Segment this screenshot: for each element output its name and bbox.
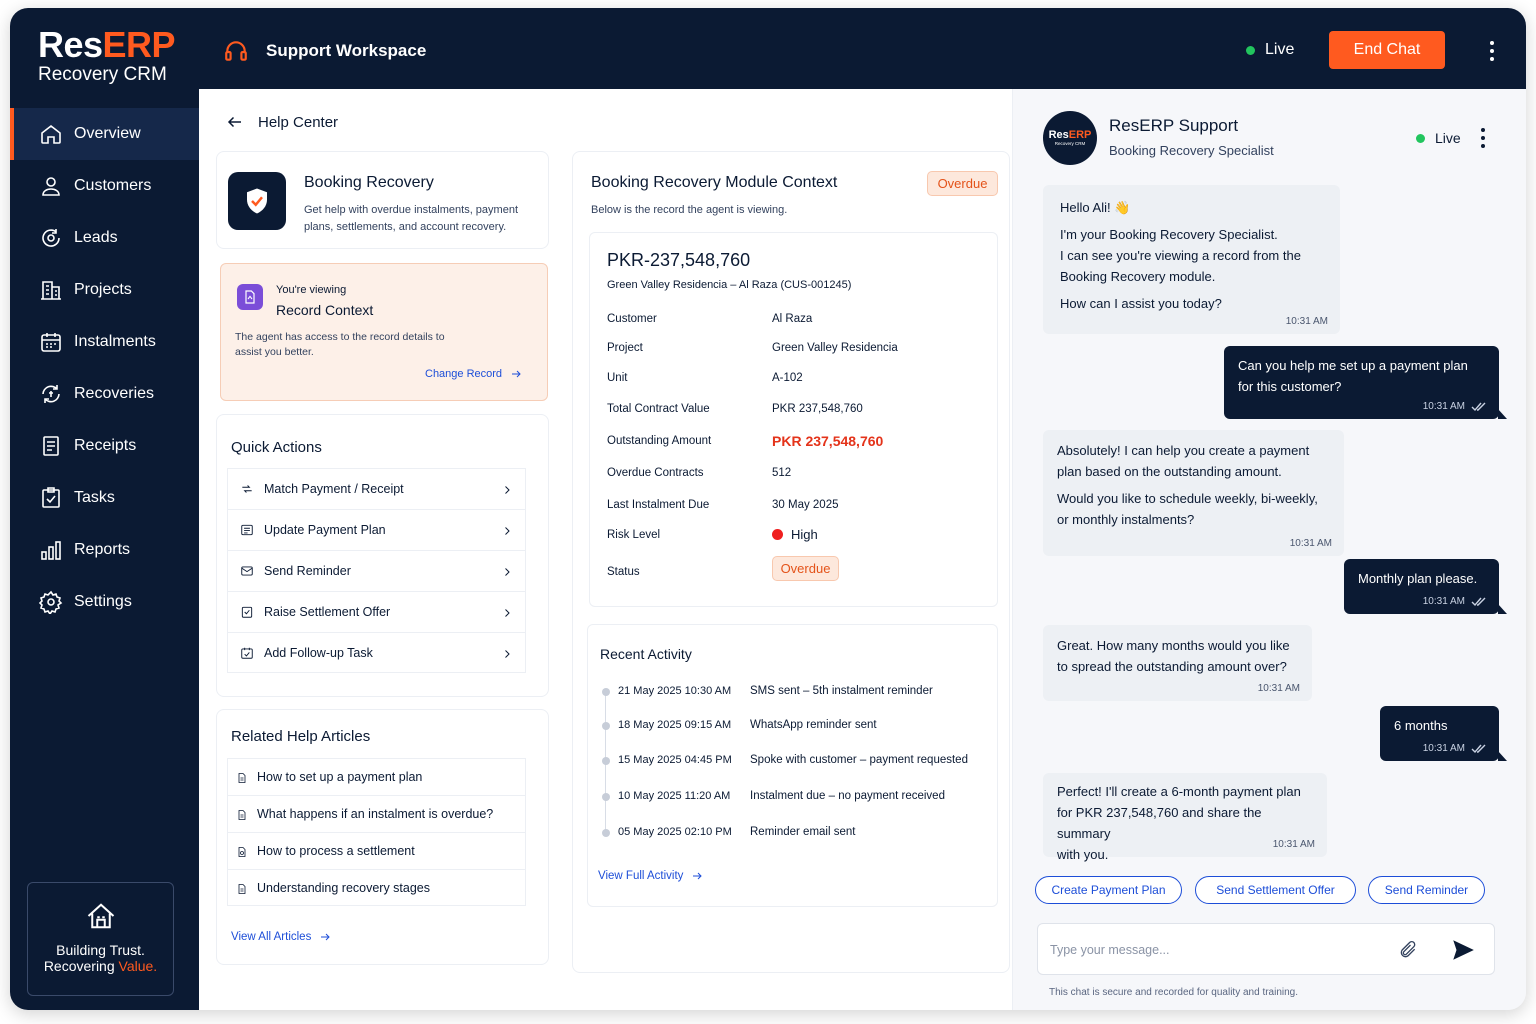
message-line: or monthly instalments? bbox=[1057, 512, 1195, 527]
bubble-tail bbox=[1498, 751, 1507, 761]
message-time: 10:31 AM bbox=[1422, 401, 1465, 412]
tagline-box bbox=[27, 882, 174, 996]
quick-action-match-payment[interactable] bbox=[227, 468, 526, 509]
field-label: Status bbox=[607, 566, 640, 578]
live-label: Live bbox=[1265, 41, 1295, 58]
view-all-articles-link[interactable] bbox=[231, 931, 331, 943]
brand-logo bbox=[38, 26, 175, 86]
sidebar bbox=[10, 8, 199, 1010]
checklist-icon bbox=[38, 485, 64, 511]
house-icon bbox=[86, 901, 116, 931]
back-link[interactable] bbox=[226, 113, 338, 131]
plan-icon bbox=[240, 523, 254, 537]
view-full-activity-label: View Full Activity bbox=[598, 870, 684, 882]
record-context-subtitle: You're viewing bbox=[276, 284, 347, 296]
sidebar-item-tasks[interactable] bbox=[10, 472, 199, 524]
quick-action-label: Match Payment / Receipt bbox=[264, 482, 404, 496]
message-time-row bbox=[1423, 401, 1487, 413]
sidebar-item-reports[interactable] bbox=[10, 524, 199, 576]
message-line: for PKR 237,548,760 and share the summary bbox=[1057, 805, 1262, 841]
bubble-tail bbox=[1498, 409, 1507, 419]
chat-message-agent bbox=[1043, 625, 1312, 701]
sidebar-item-label: Customers bbox=[74, 177, 152, 194]
help-article-link[interactable] bbox=[227, 795, 526, 832]
brand-name-part2: ERP bbox=[102, 24, 176, 65]
message-line: Perfect! I'll create a 6-month payment plan bbox=[1057, 784, 1301, 799]
timeline-dot bbox=[602, 829, 610, 837]
quick-action-follow-up-task[interactable] bbox=[227, 632, 526, 673]
message-line: Great. How many months would you like bbox=[1057, 638, 1290, 653]
sidebar-nav bbox=[10, 108, 199, 628]
sidebar-item-label: Tasks bbox=[74, 489, 115, 506]
tagline-line1: Building Trust. bbox=[56, 942, 145, 958]
chevron-right-icon bbox=[501, 524, 513, 536]
message-line: Would you like to schedule weekly, bi-weekly, bbox=[1057, 491, 1318, 506]
record-context-title: Record Context bbox=[276, 302, 374, 318]
chat-live-status bbox=[1416, 130, 1461, 146]
gear-icon bbox=[38, 589, 64, 615]
sidebar-item-label: Recoveries bbox=[74, 385, 155, 402]
context-title: Booking Recovery Module Context bbox=[591, 174, 838, 191]
activity-date: 21 May 2025 10:30 AM bbox=[618, 685, 732, 697]
status-badge: Overdue bbox=[772, 556, 839, 581]
timeline-dot bbox=[602, 688, 610, 696]
field-value: High bbox=[791, 527, 818, 542]
double-check-icon bbox=[1471, 402, 1487, 412]
chevron-right-icon bbox=[501, 565, 513, 577]
message-time: 10:31 AM bbox=[1272, 839, 1315, 850]
change-record-label: Change Record bbox=[425, 368, 503, 380]
record-details-card bbox=[589, 232, 998, 607]
chat-agent-name: ResERP Support bbox=[1109, 116, 1239, 135]
help-article-label: Understanding recovery stages bbox=[257, 880, 431, 895]
activity-date: 10 May 2025 11:20 AM bbox=[618, 790, 731, 802]
chat-live-label: Live bbox=[1435, 130, 1461, 146]
field-value: 512 bbox=[772, 467, 792, 479]
field-value: PKR 237,548,760 bbox=[772, 403, 863, 415]
sidebar-item-instalments[interactable] bbox=[10, 316, 199, 368]
message-line: I can see you're viewing a record from the bbox=[1060, 248, 1301, 263]
arrow-right-icon bbox=[510, 368, 522, 380]
message-line: 6 months bbox=[1394, 718, 1448, 733]
activity-event: Instalment due – no payment received bbox=[750, 790, 945, 802]
field-label: Total Contract Value bbox=[607, 403, 710, 415]
quick-actions-card bbox=[216, 414, 549, 697]
message-line: Absolutely! I can help you create a payment bbox=[1057, 443, 1310, 458]
arrow-left-icon bbox=[226, 113, 244, 131]
message-line: for this customer? bbox=[1238, 379, 1342, 394]
refresh-icon bbox=[38, 225, 64, 251]
context-subtitle: Below is the record the agent is viewing. bbox=[591, 204, 788, 216]
activity-event: SMS sent – 5th instalment reminder bbox=[750, 685, 933, 697]
double-check-icon bbox=[1471, 597, 1487, 607]
chat-panel bbox=[1012, 89, 1526, 1010]
calendar-icon bbox=[38, 329, 64, 355]
arrow-right-icon bbox=[319, 931, 331, 943]
message-time-row bbox=[1423, 743, 1487, 755]
article-icon bbox=[236, 882, 248, 894]
double-check-icon bbox=[1471, 744, 1487, 754]
booking-recovery-card bbox=[216, 151, 549, 249]
quick-actions-list bbox=[227, 468, 526, 673]
live-status bbox=[1246, 41, 1294, 59]
avatar: ResERP Recovery CRM bbox=[1043, 111, 1097, 165]
sidebar-item-label: Reports bbox=[74, 541, 131, 558]
help-article-label: How to set up a payment plan bbox=[257, 770, 423, 784]
brand-product: Recovery CRM bbox=[38, 64, 167, 85]
activity-date: 15 May 2025 04:45 PM bbox=[618, 754, 732, 766]
field-value: A-102 bbox=[772, 372, 803, 384]
help-articles-title: Related Help Articles bbox=[231, 728, 371, 745]
quick-action-label: Update Payment Plan bbox=[264, 523, 386, 537]
quick-action-label: Send Reminder bbox=[264, 564, 351, 578]
sidebar-item-customers[interactable] bbox=[10, 160, 199, 212]
building-icon bbox=[38, 277, 64, 303]
user-icon bbox=[38, 173, 64, 199]
message-time: 10:31 AM bbox=[1257, 683, 1300, 694]
home-icon bbox=[38, 121, 64, 147]
quick-action-label: Add Follow-up Task bbox=[264, 645, 373, 660]
live-dot bbox=[1246, 46, 1255, 55]
recent-activity-card bbox=[587, 624, 998, 907]
more-options-icon[interactable] bbox=[1489, 41, 1495, 61]
headset-icon bbox=[223, 38, 249, 64]
help-article-link[interactable] bbox=[227, 832, 526, 869]
message-input[interactable] bbox=[1050, 939, 1380, 961]
chat-message-user bbox=[1344, 559, 1499, 614]
sidebar-item-leads[interactable] bbox=[10, 212, 199, 264]
sidebar-item-label: Settings bbox=[74, 593, 132, 610]
record-amount: PKR-237,548,760 bbox=[607, 250, 751, 270]
chat-footnote: This chat is secure and recorded for quality and training. bbox=[1049, 987, 1299, 998]
shield-check-icon bbox=[228, 172, 286, 230]
quick-action-update-plan[interactable] bbox=[227, 509, 526, 550]
brand-name-part1: Res bbox=[38, 24, 103, 65]
tagline-line2b: Value. bbox=[118, 958, 158, 974]
activity-event: WhatsApp reminder sent bbox=[750, 719, 877, 731]
field-label: Project bbox=[607, 342, 643, 354]
live-dot bbox=[1416, 134, 1425, 143]
change-record-link[interactable] bbox=[425, 368, 522, 380]
chat-message-user bbox=[1224, 346, 1499, 419]
activity-date: 05 May 2025 02:10 PM bbox=[618, 826, 732, 838]
help-article-link[interactable] bbox=[227, 869, 526, 906]
chat-message-agent bbox=[1043, 185, 1340, 334]
message-line: to spread the outstanding amount over? bbox=[1057, 659, 1287, 674]
message-line: I'm your Booking Recovery Specialist. bbox=[1060, 227, 1278, 242]
create-payment-plan-button[interactable]: Create Payment Plan bbox=[1035, 876, 1182, 904]
timeline-dot bbox=[602, 757, 610, 765]
chat-message-agent bbox=[1043, 773, 1327, 862]
record-context-description: The agent has access to the record details to assist you better. bbox=[235, 331, 445, 358]
recovery-icon bbox=[38, 381, 64, 407]
message-time-row bbox=[1423, 596, 1487, 608]
task-icon bbox=[240, 646, 254, 660]
field-value: Green Valley Residencia bbox=[772, 342, 898, 354]
sidebar-item-label: Receipts bbox=[74, 437, 137, 454]
chat-message-user bbox=[1380, 706, 1499, 761]
quick-action-label: Raise Settlement Offer bbox=[264, 605, 391, 619]
field-value: 30 May 2025 bbox=[772, 499, 839, 511]
field-value: Al Raza bbox=[772, 313, 813, 325]
field-value: PKR 237,548,760 bbox=[772, 433, 884, 449]
article-icon bbox=[236, 771, 248, 783]
mail-icon bbox=[240, 564, 254, 578]
send-icon[interactable] bbox=[1450, 937, 1476, 963]
chevron-right-icon bbox=[501, 483, 513, 495]
booking-description: Get help with overdue instalments, payment plans, settlements, and account recovery. bbox=[304, 204, 519, 233]
arrow-right-icon bbox=[691, 870, 703, 882]
workspace-title: Support Workspace bbox=[266, 41, 427, 60]
message-line: How can I assist you today? bbox=[1060, 296, 1222, 311]
message-line: with you. bbox=[1057, 847, 1109, 862]
sidebar-item-label: Projects bbox=[74, 281, 132, 298]
field-label: Unit bbox=[607, 372, 628, 384]
back-label: Help Center bbox=[258, 113, 339, 131]
field-label: Customer bbox=[607, 313, 657, 325]
tagline-line2a: Recovering bbox=[43, 958, 119, 974]
sidebar-item-label: Overview bbox=[74, 125, 141, 142]
document-icon bbox=[237, 284, 263, 310]
message-line: Monthly plan please. bbox=[1358, 571, 1478, 586]
top-bar bbox=[199, 8, 1526, 89]
message-line: Hello Ali! 👋 bbox=[1060, 200, 1131, 215]
main-content bbox=[199, 89, 1012, 1010]
chat-more-options-icon[interactable] bbox=[1480, 128, 1486, 148]
offer-icon bbox=[240, 605, 254, 619]
match-icon bbox=[240, 482, 254, 496]
field-label: Outstanding Amount bbox=[607, 435, 712, 447]
article-icon bbox=[236, 808, 248, 820]
quick-action-settlement-offer[interactable] bbox=[227, 591, 526, 632]
sidebar-item-overview[interactable] bbox=[10, 108, 199, 160]
chat-agent-role: Booking Recovery Specialist bbox=[1109, 143, 1274, 158]
app-window bbox=[10, 8, 1526, 1010]
paperclip-icon[interactable] bbox=[1398, 940, 1418, 960]
risk-dot bbox=[772, 529, 783, 540]
field-label: Risk Level bbox=[607, 529, 661, 541]
receipt-icon bbox=[38, 433, 64, 459]
help-article-label: How to process a settlement bbox=[257, 844, 415, 858]
settlement-icon bbox=[236, 845, 248, 857]
booking-title: Booking Recovery bbox=[304, 174, 434, 191]
field-label: Last Instalment Due bbox=[607, 499, 710, 511]
activity-event: Spoke with customer – payment requested bbox=[750, 754, 968, 766]
message-time: 10:31 AM bbox=[1289, 538, 1332, 549]
message-time: 10:31 AM bbox=[1422, 596, 1465, 607]
sidebar-item-label: Leads bbox=[74, 229, 118, 246]
message-time: 10:31 AM bbox=[1422, 743, 1465, 754]
field-label: Overdue Contracts bbox=[607, 467, 704, 479]
help-article-label: What happens if an instalment is overdue? bbox=[257, 807, 494, 821]
record-subtitle: Green Valley Residencia – Al Raza (CUS-001245) bbox=[607, 279, 852, 291]
view-full-activity-link[interactable] bbox=[598, 870, 703, 882]
quick-action-send-reminder[interactable] bbox=[227, 550, 526, 591]
activity-event: Reminder email sent bbox=[750, 826, 856, 838]
bubble-tail bbox=[1498, 604, 1507, 614]
activity-date: 18 May 2025 09:15 AM bbox=[618, 719, 732, 731]
message-line: Booking Recovery module. bbox=[1060, 269, 1216, 284]
recent-activity-title: Recent Activity bbox=[600, 646, 692, 662]
quick-actions-title: Quick Actions bbox=[231, 439, 322, 456]
chevron-right-icon bbox=[501, 647, 513, 659]
send-settlement-offer-button[interactable]: Send Settlement Offer bbox=[1195, 876, 1356, 904]
message-line: Can you help me set up a payment plan bbox=[1238, 358, 1468, 373]
module-context-card bbox=[572, 151, 1010, 973]
overdue-badge: Overdue bbox=[927, 171, 998, 196]
sidebar-item-settings[interactable] bbox=[10, 576, 199, 628]
message-line: plan based on the outstanding amount. bbox=[1057, 464, 1282, 479]
timeline-dot bbox=[602, 793, 610, 801]
sidebar-item-recoveries[interactable] bbox=[10, 368, 199, 420]
help-articles-list bbox=[227, 758, 526, 906]
sidebar-item-receipts[interactable] bbox=[10, 420, 199, 472]
sidebar-item-projects[interactable] bbox=[10, 264, 199, 316]
timeline-dot bbox=[602, 722, 610, 730]
chat-message-agent bbox=[1043, 430, 1344, 556]
message-composer bbox=[1037, 923, 1495, 975]
bar-chart-icon bbox=[38, 537, 64, 563]
end-chat-button[interactable]: End Chat bbox=[1329, 31, 1445, 69]
sidebar-item-label: Instalments bbox=[74, 333, 156, 350]
chevron-right-icon bbox=[501, 606, 513, 618]
record-context-card bbox=[220, 263, 548, 401]
help-articles-card bbox=[216, 709, 549, 965]
view-all-articles-label: View All Articles bbox=[231, 931, 312, 943]
send-reminder-button[interactable]: Send Reminder bbox=[1368, 876, 1485, 904]
help-article-link[interactable] bbox=[227, 758, 526, 795]
message-time: 10:31 AM bbox=[1285, 316, 1328, 327]
